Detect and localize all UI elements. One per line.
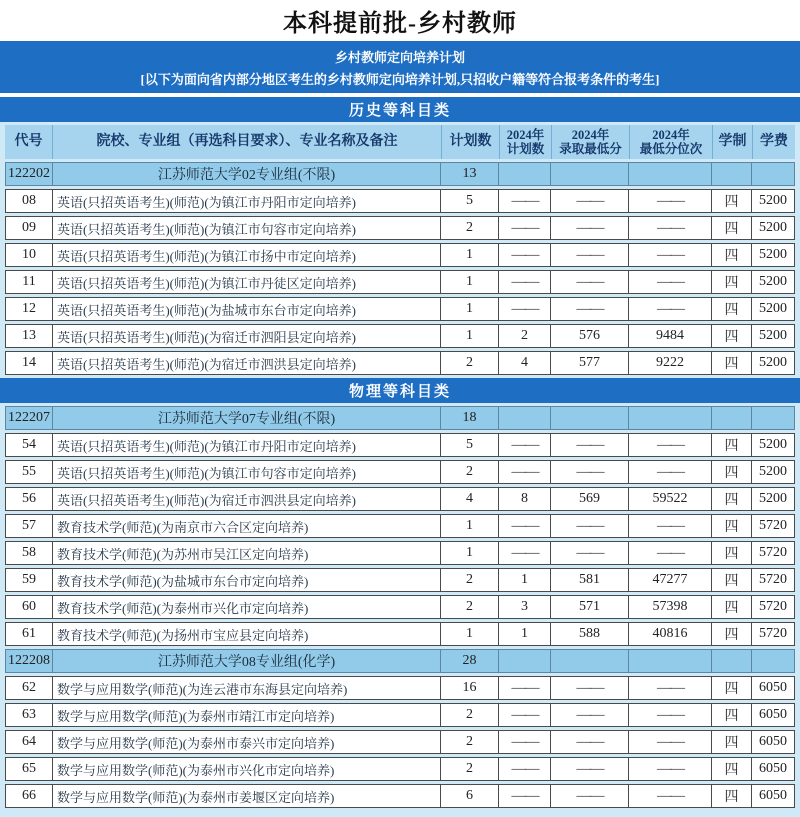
table-header-row — [5, 125, 795, 159]
table-row — [5, 595, 795, 619]
cell-plan_2024: —— — [499, 271, 551, 293]
cell-plan: 6 — [441, 785, 499, 807]
cell-plan: 2 — [441, 758, 499, 780]
cell-code: 54 — [6, 434, 53, 456]
cell-plan: 2 — [441, 352, 499, 374]
group-row — [5, 162, 795, 186]
column-header-line: 代号 — [14, 134, 43, 150]
cell-years: 四 — [712, 596, 752, 618]
banner-line2: [以下为面向省内部分地区考生的乡村教师定向培养计划,只招收户籍等符合报考条件的考生] — [140, 71, 660, 87]
cell-plan: 13 — [441, 163, 499, 185]
table-row — [5, 757, 795, 781]
cell-plan: 1 — [441, 325, 499, 347]
cell-code: 59 — [6, 569, 53, 591]
cell-min_rank_2024: 9222 — [629, 352, 712, 374]
cell-fee: 5720 — [759, 626, 787, 641]
cell-years: 四 — [712, 190, 752, 212]
cell-code: 56 — [6, 488, 53, 510]
cell-name: 英语(只招英语考生)(师范)(为镇江市丹阳市定向培养) — [53, 190, 441, 212]
column-header-line: 2024年 — [571, 128, 610, 142]
cell-min_score_2024: —— — [551, 785, 629, 807]
cell-name: 英语(只招英语考生)(师范)(为镇江市句容市定向培养) — [53, 217, 441, 239]
cell-fee: 5200 — [759, 328, 787, 343]
cell-fee — [752, 163, 794, 185]
cell-code: 08 — [6, 190, 53, 212]
cell-plan: 2 — [441, 217, 499, 239]
cell-min_score_2024: —— — [551, 704, 629, 726]
cell-name: 教育技术学(师范)(为泰州市兴化市定向培养) — [53, 596, 441, 618]
cell-name: 英语(只招英语考生)(师范)(为镇江市扬中市定向培养) — [53, 244, 441, 266]
table-row — [5, 243, 795, 267]
cell-fee: 5200 — [759, 247, 787, 262]
table-row — [5, 297, 795, 321]
column-header-line: 最低分位次 — [639, 142, 703, 156]
cell-min_rank_2024: 57398 — [629, 596, 712, 618]
cell-plan: 1 — [441, 623, 499, 645]
cell-min_rank_2024 — [629, 407, 712, 429]
cell-code: 64 — [6, 731, 53, 753]
cell-min_score_2024: —— — [551, 298, 629, 320]
cell-min_score_2024: 569 — [551, 488, 629, 510]
cell-name: 数学与应用数学(师范)(为连云港市东海县定向培养) — [53, 677, 441, 699]
cell-code: 10 — [6, 244, 53, 266]
column-header-fee — [753, 125, 795, 159]
cell-min_score_2024: —— — [551, 677, 629, 699]
column-header-line: 2024年 — [506, 128, 545, 142]
cell-years: 四 — [712, 271, 752, 293]
cell-fee: 6050 — [759, 680, 787, 695]
cell-min_score_2024: —— — [551, 731, 629, 753]
column-header-plan_2024 — [500, 125, 552, 159]
cell-name: 教育技术学(师范)(为苏州市吴江区定向培养) — [53, 542, 441, 564]
column-header-line: 学费 — [760, 134, 788, 150]
cell-plan_2024 — [499, 163, 551, 185]
cell-fee: 5720 — [759, 518, 787, 533]
cell-plan_2024: 8 — [499, 488, 551, 510]
cell-code: 122208 — [6, 650, 53, 672]
cell-fee: 5200 — [759, 464, 787, 479]
column-header-line: 录取最低分 — [559, 142, 622, 156]
cell-years: 四 — [712, 785, 752, 807]
cell-code: 13 — [6, 325, 53, 347]
cell-name: 江苏师范大学07专业组(不限) — [53, 407, 441, 429]
cell-years: 四 — [712, 677, 752, 699]
cell-plan: 2 — [441, 461, 499, 483]
cell-years: 四 — [712, 569, 752, 591]
cell-fee: 5720 — [759, 545, 787, 560]
cell-min_rank_2024: —— — [629, 515, 712, 537]
cell-code: 09 — [6, 217, 53, 239]
cell-plan: 2 — [441, 704, 499, 726]
cell-plan: 16 — [441, 677, 499, 699]
cell-code: 61 — [6, 623, 53, 645]
cell-min_rank_2024: —— — [629, 461, 712, 483]
cell-plan_2024: —— — [499, 785, 551, 807]
cell-min_rank_2024: —— — [629, 190, 712, 212]
cell-name: 英语(只招英语考生)(师范)(为宿迁市泗阳县定向培养) — [53, 325, 441, 347]
cell-min_rank_2024: —— — [629, 271, 712, 293]
cell-code: 14 — [6, 352, 53, 374]
admission-plan-table — [0, 97, 800, 808]
column-header-min_rank_2024 — [630, 125, 713, 159]
cell-years: 四 — [712, 758, 752, 780]
column-header-line: 计划数 — [449, 134, 492, 150]
cell-min_score_2024: —— — [551, 758, 629, 780]
cell-min_rank_2024: —— — [629, 434, 712, 456]
cell-plan: 28 — [441, 650, 499, 672]
cell-fee: 5200 — [759, 437, 787, 452]
column-header-plan — [442, 125, 500, 159]
cell-fee: 6050 — [759, 761, 787, 776]
cell-min_rank_2024: —— — [629, 244, 712, 266]
cell-min_score_2024: 588 — [551, 623, 629, 645]
cell-name: 江苏师范大学02专业组(不限) — [53, 163, 441, 185]
cell-code: 66 — [6, 785, 53, 807]
cell-plan_2024: —— — [499, 515, 551, 537]
cell-name: 英语(只招英语考生)(师范)(为宿迁市泗洪县定向培养) — [53, 488, 441, 510]
cell-fee — [752, 650, 794, 672]
cell-plan_2024: —— — [499, 731, 551, 753]
table-row — [5, 324, 795, 348]
cell-fee: 5200 — [759, 274, 787, 289]
cell-years: 四 — [712, 461, 752, 483]
column-header-name — [53, 125, 442, 159]
cell-code: 57 — [6, 515, 53, 537]
cell-years: 四 — [712, 515, 752, 537]
column-header-code — [5, 125, 53, 159]
table-row — [5, 514, 795, 538]
cell-min_score_2024: —— — [551, 434, 629, 456]
cell-min_score_2024 — [551, 163, 629, 185]
cell-fee: 5720 — [759, 572, 787, 587]
cell-years: 四 — [712, 434, 752, 456]
cell-fee: 5200 — [759, 491, 787, 506]
table-row — [5, 676, 795, 700]
group-row — [5, 649, 795, 673]
column-header-line: 学制 — [718, 134, 747, 150]
column-header-line: 计划数 — [506, 142, 545, 156]
cell-years: 四 — [712, 352, 752, 374]
cell-min_score_2024: —— — [551, 190, 629, 212]
cell-min_score_2024: 571 — [551, 596, 629, 618]
cell-plan: 1 — [441, 271, 499, 293]
cell-years: 四 — [712, 704, 752, 726]
cell-min_score_2024: —— — [551, 515, 629, 537]
table-row — [5, 487, 795, 511]
cell-min_rank_2024 — [629, 650, 712, 672]
table-row — [5, 784, 795, 808]
cell-plan: 5 — [441, 190, 499, 212]
cell-plan: 18 — [441, 407, 499, 429]
cell-plan_2024: —— — [499, 217, 551, 239]
cell-min_rank_2024: 47277 — [629, 569, 712, 591]
cell-years — [712, 650, 752, 672]
cell-min_score_2024: —— — [551, 244, 629, 266]
cell-years: 四 — [712, 488, 752, 510]
cell-plan: 1 — [441, 542, 499, 564]
cell-name: 教育技术学(师范)(为盐城市东台市定向培养) — [53, 569, 441, 591]
cell-name: 教育技术学(师范)(为南京市六合区定向培养) — [53, 515, 441, 537]
table-row — [5, 351, 795, 375]
cell-plan: 2 — [441, 569, 499, 591]
cell-years: 四 — [712, 325, 752, 347]
cell-code: 60 — [6, 596, 53, 618]
cell-plan_2024: 1 — [499, 569, 551, 591]
cell-fee: 5200 — [759, 193, 787, 208]
cell-min_score_2024: —— — [551, 271, 629, 293]
cell-min_score_2024: 581 — [551, 569, 629, 591]
column-header-line: 院校、专业组（再选科目要求）、专业名称及备注 — [96, 134, 398, 150]
cell-name: 数学与应用数学(师范)(为泰州市姜堰区定向培养) — [53, 785, 441, 807]
cell-plan_2024 — [499, 650, 551, 672]
cell-name: 数学与应用数学(师范)(为泰州市泰兴市定向培养) — [53, 731, 441, 753]
plan-banner — [0, 41, 800, 93]
cell-fee — [752, 407, 794, 429]
cell-plan: 4 — [441, 488, 499, 510]
cell-min_score_2024: —— — [551, 542, 629, 564]
cell-plan_2024: —— — [499, 461, 551, 483]
cell-fee: 6050 — [759, 707, 787, 722]
cell-plan: 1 — [441, 244, 499, 266]
cell-min_rank_2024: 59522 — [629, 488, 712, 510]
cell-plan_2024: —— — [499, 190, 551, 212]
title-bar — [0, 0, 800, 41]
cell-code: 63 — [6, 704, 53, 726]
table-row — [5, 568, 795, 592]
cell-min_score_2024: 576 — [551, 325, 629, 347]
section-band-2: 物理等科目类 — [0, 378, 800, 403]
cell-fee: 6050 — [759, 788, 787, 803]
table-row — [5, 730, 795, 754]
cell-min_rank_2024: —— — [629, 298, 712, 320]
cell-code: 122202 — [6, 163, 53, 185]
table-row — [5, 541, 795, 565]
cell-years: 四 — [712, 244, 752, 266]
cell-years: 四 — [712, 542, 752, 564]
table-row — [5, 216, 795, 240]
cell-fee: 5720 — [759, 599, 787, 614]
cell-fee: 5200 — [759, 301, 787, 316]
cell-years: 四 — [712, 623, 752, 645]
cell-name: 英语(只招英语考生)(师范)(为镇江市丹徒区定向培养) — [53, 271, 441, 293]
cell-name: 英语(只招英语考生)(师范)(为镇江市丹阳市定向培养) — [53, 434, 441, 456]
table-row — [5, 270, 795, 294]
cell-min_score_2024 — [551, 407, 629, 429]
cell-min_rank_2024: —— — [629, 677, 712, 699]
table-row — [5, 433, 795, 457]
cell-plan_2024: —— — [499, 542, 551, 564]
cell-code: 11 — [6, 271, 53, 293]
cell-fee: 5200 — [759, 355, 787, 370]
cell-code: 12 — [6, 298, 53, 320]
cell-code: 65 — [6, 758, 53, 780]
cell-plan_2024: —— — [499, 758, 551, 780]
cell-plan_2024: 1 — [499, 623, 551, 645]
cell-name: 英语(只招英语考生)(师范)(为宿迁市泗洪县定向培养) — [53, 352, 441, 374]
cell-code: 58 — [6, 542, 53, 564]
cell-plan_2024: —— — [499, 298, 551, 320]
cell-fee: 5200 — [759, 220, 787, 235]
table-row — [5, 703, 795, 727]
cell-plan: 1 — [441, 515, 499, 537]
cell-plan_2024: 4 — [499, 352, 551, 374]
cell-min_rank_2024: —— — [629, 758, 712, 780]
cell-min_score_2024: —— — [551, 217, 629, 239]
cell-plan_2024 — [499, 407, 551, 429]
cell-fee: 6050 — [759, 734, 787, 749]
cell-code: 55 — [6, 461, 53, 483]
table-row — [5, 189, 795, 213]
cell-name: 教育技术学(师范)(为扬州市宝应县定向培养) — [53, 623, 441, 645]
cell-plan_2024: 2 — [499, 325, 551, 347]
cell-plan: 2 — [441, 731, 499, 753]
section-band-1: 历史等科目类 — [0, 97, 800, 122]
cell-min_rank_2024: —— — [629, 542, 712, 564]
column-header-line: 2024年 — [652, 128, 690, 142]
table-row — [5, 460, 795, 484]
cell-min_score_2024: —— — [551, 461, 629, 483]
banner-line1: 乡村教师定向培养计划 — [334, 49, 465, 65]
cell-years: 四 — [712, 298, 752, 320]
cell-plan_2024: —— — [499, 677, 551, 699]
cell-years — [712, 163, 752, 185]
cell-min_rank_2024: —— — [629, 731, 712, 753]
table-row — [5, 622, 795, 646]
cell-years — [712, 407, 752, 429]
cell-plan: 2 — [441, 596, 499, 618]
cell-years: 四 — [712, 731, 752, 753]
cell-min_rank_2024: —— — [629, 704, 712, 726]
cell-years: 四 — [712, 217, 752, 239]
cell-min_rank_2024: —— — [629, 785, 712, 807]
cell-plan_2024: 3 — [499, 596, 551, 618]
cell-plan: 1 — [441, 298, 499, 320]
page-title: 本科提前批-乡村教师 — [283, 11, 517, 37]
column-header-min_score_2024 — [552, 125, 630, 159]
cell-plan_2024: —— — [499, 434, 551, 456]
cell-min_score_2024 — [551, 650, 629, 672]
cell-min_rank_2024: 40816 — [629, 623, 712, 645]
cell-name: 数学与应用数学(师范)(为泰州市兴化市定向培养) — [53, 758, 441, 780]
column-header-years — [713, 125, 753, 159]
cell-name: 英语(只招英语考生)(师范)(为盐城市东台市定向培养) — [53, 298, 441, 320]
cell-plan: 5 — [441, 434, 499, 456]
group-row — [5, 406, 795, 430]
cell-min_score_2024: 577 — [551, 352, 629, 374]
cell-plan_2024: —— — [499, 244, 551, 266]
cell-code: 62 — [6, 677, 53, 699]
cell-plan_2024: —— — [499, 704, 551, 726]
cell-min_rank_2024: —— — [629, 217, 712, 239]
cell-code: 122207 — [6, 407, 53, 429]
cell-min_rank_2024: 9484 — [629, 325, 712, 347]
cell-name: 数学与应用数学(师范)(为泰州市靖江市定向培养) — [53, 704, 441, 726]
cell-name: 江苏师范大学08专业组(化学) — [53, 650, 441, 672]
cell-min_rank_2024 — [629, 163, 712, 185]
cell-name: 英语(只招英语考生)(师范)(为镇江市句容市定向培养) — [53, 461, 441, 483]
